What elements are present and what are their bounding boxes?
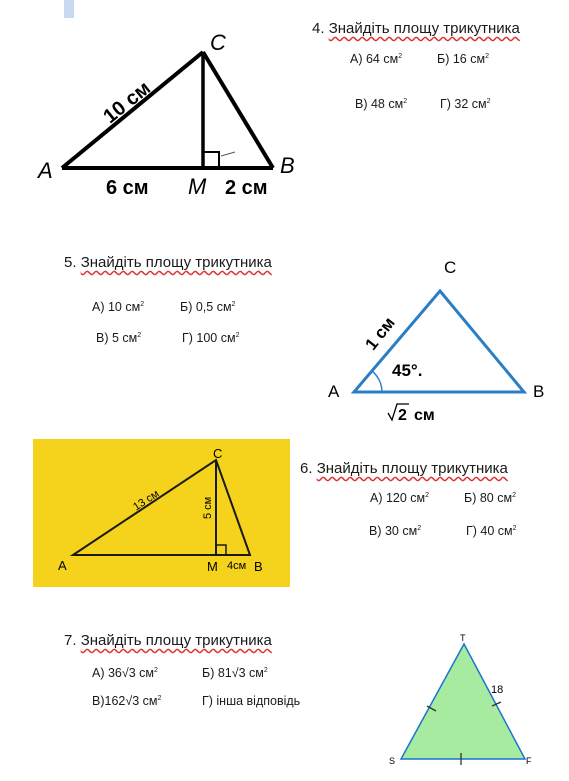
q4-label-mb: 2 см <box>225 177 268 199</box>
q7-label-side: 18 <box>491 684 504 696</box>
q6-triangle <box>73 460 250 555</box>
q4-option-a[interactable]: А) 64 $см^2$ <box>350 52 403 66</box>
q5-option-b[interactable]: Б) 0,5 $см^2$ <box>180 300 236 314</box>
q6-label-height: 5 см <box>202 496 214 519</box>
q4-title: 4. Знайдіть площу трикутника <box>312 20 520 37</box>
q7-title-text: Знайдіть площу трикутника <box>80 632 272 649</box>
q4-side-cb <box>203 52 273 168</box>
q6-title-text: Знайдіть площу трикутника <box>316 460 508 477</box>
q7-label-f: F <box>526 756 532 766</box>
q6-option-c[interactable]: В) 30 $см^2$ <box>369 524 422 538</box>
q5-option-c[interactable]: В) 5 $см^2$ <box>96 331 142 345</box>
q7-title: 7. Знайдіть площу трикутника <box>64 632 272 649</box>
q6-label-b: B <box>254 559 263 574</box>
q6-label-c: C <box>213 446 223 461</box>
q5-label-angle: 45°. <box>392 361 423 380</box>
q5-angle-arc <box>372 371 382 392</box>
q4-option-b[interactable]: Б) 16 $см^2$ <box>437 52 489 66</box>
q7-triangle <box>401 644 525 759</box>
q6-title: 6. Знайдіть площу трикутника <box>300 460 508 477</box>
q4-right-angle-mark <box>203 152 219 168</box>
q6-triangle-figure <box>33 439 290 587</box>
svg-text:см: см <box>414 407 435 424</box>
svg-text:2: 2 <box>398 407 407 424</box>
q5-option-a[interactable]: А) 10 $см^2$ <box>92 300 145 314</box>
q6-label-mb: 4см <box>227 560 247 572</box>
q5-label-ab <box>388 404 435 424</box>
q6-right-angle-mark <box>216 545 226 555</box>
q4-label-b: B <box>280 153 295 178</box>
q4-label-m: M <box>188 174 207 199</box>
q6-option-a[interactable]: А) 120 $см^2$ <box>370 491 430 505</box>
q5-label-c: C <box>444 258 457 277</box>
q4-option-c[interactable]: В) 48 $см^2$ <box>355 97 408 111</box>
q4-title-text: Знайдіть площу трикутника <box>328 20 520 37</box>
q4-triangle-figure <box>30 28 310 200</box>
q6-label-ac: 13 см <box>131 487 162 514</box>
q7-option-d[interactable]: Г) інша відповідь <box>202 694 301 708</box>
q5-label-b: B <box>533 382 545 401</box>
q6-label-m: M <box>207 559 218 574</box>
q5-label-a: A <box>328 382 340 401</box>
q5-label-ac: 1 см <box>361 313 399 354</box>
q4-label-c: C <box>210 30 226 55</box>
q4-option-d[interactable]: Г) 32 $см^2$ <box>440 97 491 111</box>
q5-triangle-figure <box>320 250 555 425</box>
q5-title: 5. Знайдіть площу трикутника <box>64 254 272 271</box>
q7-label-t: T <box>460 633 466 643</box>
q7-label-s: S <box>389 756 396 766</box>
q4-label-a: A <box>38 158 53 183</box>
q4-label-am: 6 см <box>106 177 149 199</box>
q6-option-b[interactable]: Б) 80 $см^2$ <box>464 491 516 505</box>
q7-option-b[interactable]: Б) 81√3 $см^2$ <box>202 666 268 680</box>
q4-label-ac: 10 см <box>99 77 155 129</box>
q6-label-a: A <box>58 558 67 573</box>
q5-title-text: Знайдіть площу трикутника <box>80 254 272 271</box>
q7-option-c[interactable]: В)162√3 $см^2$ <box>92 694 162 708</box>
q6-option-d[interactable]: Г) 40 $см^2$ <box>466 524 517 538</box>
q5-option-d[interactable]: Г) 100 $см^2$ <box>182 331 240 345</box>
page-marker <box>64 0 74 18</box>
q7-triangle-figure <box>385 630 535 770</box>
q7-option-a[interactable]: А) 36√3 $см^2$ <box>92 666 158 680</box>
